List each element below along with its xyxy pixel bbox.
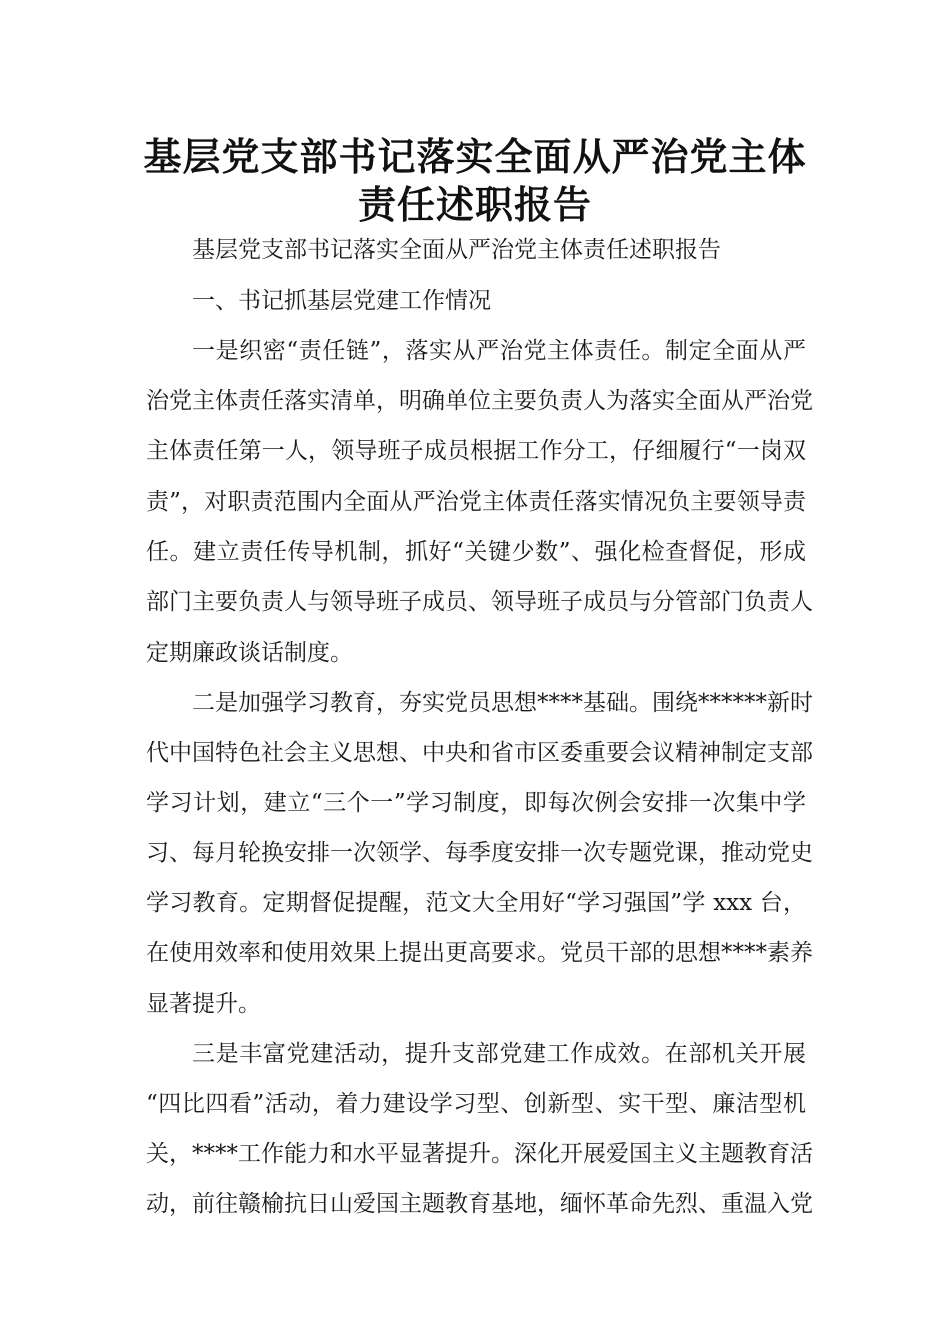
body-text-line: 动，前往赣榆抗日山爱国主题教育基地，缅怀革命先烈、重温入党 — [146, 1191, 813, 1217]
body-text-line: 部门主要负责人与领导班子成员、领导班子成员与分管部门负责人 — [146, 589, 813, 615]
body-text-line: 三是丰富党建活动，提升支部党建工作成效。在部机关开展 — [192, 1041, 806, 1067]
body-text-line: 定期廉政谈话制度。 — [146, 640, 353, 666]
body-text-line: 关，****工作能力和水平显著提升。深化开展爱国主义主题教育活 — [146, 1141, 813, 1167]
body-text-line: 显著提升。 — [146, 991, 261, 1017]
body-text-line: 二是加强学习教育，夯实党员思想****基础。围绕******新时 — [192, 690, 813, 716]
body-text-line: 一是织密“责任链”，落实从严治党主体责任。制定全面从严 — [192, 338, 806, 364]
body-text-line: “四比四看”活动，着力建设学习型、创新型、实干型、廉洁型机 — [146, 1091, 806, 1117]
body-text-line: 在使用效率和使用效果上提出更高要求。党员干部的思想****素养 — [146, 940, 813, 966]
document-title-line-2: 责任述职报告 — [357, 183, 592, 227]
body-text-line: 基层党支部书记落实全面从严治党主体责任述职报告 — [192, 237, 721, 263]
body-text-line: 治党主体责任落实清单，明确单位主要负责人为落实全面从严治党 — [146, 388, 813, 414]
body-text-line: 任。建立责任传导机制，抓好“关键少数”、强化检查督促，形成 — [146, 539, 806, 565]
body-text-line: 习、每月轮换安排一次领学、每季度安排一次专题党课，推动党史 — [146, 840, 813, 866]
body-text-line: 学习计划，建立“三个一”学习制度，即每次例会安排一次集中学 — [146, 790, 806, 816]
body-text-line: 责”，对职责范围内全面从严治党主体责任落实情况负主要领导责 — [146, 489, 806, 515]
body-text-line: 一、书记抓基层党建工作情况 — [192, 288, 491, 314]
body-text-line: 代中国特色社会主义思想、中央和省市区委重要会议精神制定支部 — [146, 740, 813, 766]
document-title-line-1: 基层党支部书记落实全面从严治党主体 — [143, 135, 807, 179]
body-text-line: 学习教育。定期督促提醒，范文大全用好“学习强国”学 xxx 台， — [146, 890, 806, 916]
body-text-line: 主体责任第一人，领导班子成员根据工作分工，仔细履行“一岗双 — [146, 438, 806, 464]
